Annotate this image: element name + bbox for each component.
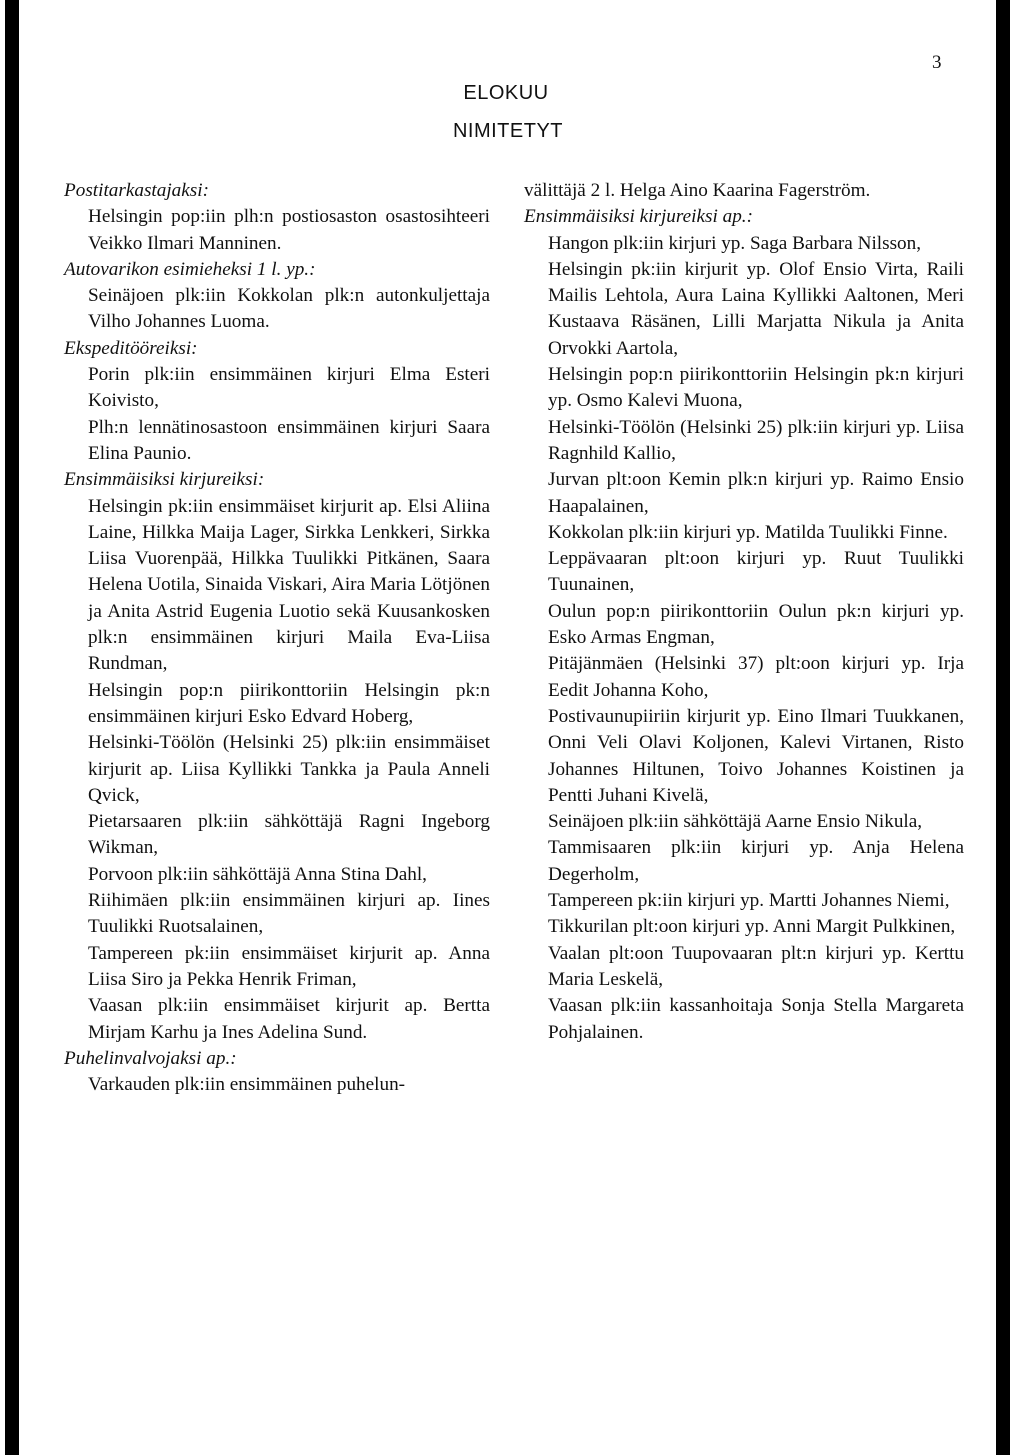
appointment-entry-continued: välittäjä 2 l. Helga Aino Kaarina Fagerström.: [524, 180, 871, 201]
appointment-entry: Porvoon plk:iin sähköttäjä Anna Stina Dahl,: [88, 863, 427, 885]
appointment-entry: Leppävaaran plt:oon kirjuri yp. Ruut Tuulikki Tuunainen,: [548, 548, 964, 596]
appointment-category-heading: Autovarikon esimieheksi 1 l. yp.:: [64, 258, 316, 280]
appointment-entry: Postivaunupiiriin kirjurit yp. Eino Ilmari Tuukkanen, Onni Veli Olavi Koljonen, Kalevi Virtanen, Risto Johannes Hiltunen, Toivo Johannes Koistinen ja Pentti Juhani Kivelä,: [548, 705, 964, 806]
appointment-entry: Jurvan plt:oon Kemin plk:n kirjuri yp. Raimo Ensio Haapalainen,: [548, 469, 964, 517]
appointment-entry: Porin plk:iin ensimmäinen kirjuri Elma Esteri Koivisto,: [88, 364, 490, 412]
appointment-entry: Vaasan plk:iin kassanhoitaja Sonja Stella Margareta Pohjalainen.: [548, 995, 964, 1043]
appointment-entry: Helsingin pop:n piirikonttoriin Helsingin pk:n ensimmäinen kirjuri Esko Edvard Hoberg,: [88, 679, 490, 727]
appointment-entry: Helsingin pk:iin ensimmäiset kirjurit ap. Elsi Aliina Laine, Hilkka Maija Lager, Sirkka Lenkkeri, Sirkka Liisa Vuorenpää, Hilkka Tuulikki Pitkänen, Saara Helena Uotila, Sinaida Viskari, Aira Maria Lötjönen ja Anita Astrid Eugenia Luotio sekä Kuusankosken plk:n ensimmäinen kirjuri Maila Eva-Liisa Rundman,: [88, 495, 490, 675]
appointment-entry: Hangon plk:iin kirjuri yp. Saga Barbara Nilsson,: [548, 232, 922, 254]
scan-edge-right: [996, 0, 1010, 1455]
appointment-entry: Seinäjoen plk:iin Kokkolan plk:n autonkuljettaja Vilho Johannes Luoma.: [88, 285, 490, 333]
appointment-category-heading: Puhelinvalvojaksi ap.:: [64, 1047, 237, 1069]
appointment-entry: Tammisaaren plk:iin kirjuri yp. Anja Helena Degerholm,: [548, 837, 964, 885]
appointment-category-heading: Ensimmäisiksi kirjureiksi ap.:: [524, 206, 753, 228]
scan-edge-left: [5, 0, 19, 1455]
appointment-entry: Riihimäen plk:iin ensimmäinen kirjuri ap. Iines Tuulikki Ruotsalainen,: [88, 890, 490, 938]
appointment-category-heading: Ekspeditööreiksi:: [64, 337, 198, 359]
appointment-entry: Pitäjänmäen (Helsinki 37) plt:oon kirjuri yp. Irja Eedit Johanna Koho,: [548, 653, 964, 701]
page-number: 3: [932, 52, 942, 73]
appointment-entry: Vaasan plk:iin ensimmäiset kirjurit ap. Bertta Mirjam Karhu ja Ines Adelina Sund.: [88, 995, 490, 1043]
appointment-entry: Varkauden plk:iin ensimmäinen puhelun-: [88, 1074, 406, 1096]
appointment-entry: Helsingin pop:iin plh:n postiosaston osastosihteeri Veikko Ilmari Manninen.: [88, 206, 490, 254]
appointment-entry: Tikkurilan plt:oon kirjuri yp. Anni Margit Pulkkinen,: [548, 916, 956, 938]
appointment-entry: Tampereen pk:iin ensimmäiset kirjurit ap. Anna Liisa Siro ja Pekka Henrik Friman,: [88, 942, 490, 990]
appointment-entry: Helsingin pk:iin kirjurit yp. Olof Ensio Virta, Raili Mailis Lehtola, Aura Laina Kyllikki Aaltonen, Meri Kustaava Räsänen, Lilli Marjatta Nikula ja Anita Orvokki Aartola,: [548, 258, 964, 359]
left-column: [64, 178, 490, 1098]
section-title: NIMITETYT: [452, 120, 564, 142]
page-title-month: ELOKUU: [463, 82, 549, 104]
appointment-entry: Oulun pop:n piirikonttoriin Oulun pk:n kirjuri yp. Esko Armas Engman,: [548, 600, 964, 649]
appointment-category-heading: Postitarkastajaksi:: [64, 180, 209, 201]
appointment-entry: Pietarsaaren plk:iin sähköttäjä Ragni Ingeborg Wikman,: [88, 811, 490, 859]
appointment-entry: Tampereen pk:iin kirjuri yp. Martti Johannes Niemi,: [548, 890, 950, 912]
appointment-category-heading: Ensimmäisiksi kirjureiksi:: [64, 469, 265, 491]
appointment-entry: Vaalan plt:oon Tuupovaaran plt:n kirjuri yp. Kerttu Maria Leskelä,: [548, 942, 964, 990]
appointment-entry: Helsinki-Töölön (Helsinki 25) plk:iin kirjuri yp. Liisa Ragnhild Kallio,: [548, 416, 964, 464]
appointment-entry: Seinäjoen plk:iin sähköttäjä Aarne Ensio Nikula,: [548, 811, 923, 833]
appointment-entry: Helsinki-Töölön (Helsinki 25) plk:iin ensimmäiset kirjurit ap. Liisa Kyllikki Tankka ja Paula Anneli Qvick,: [88, 732, 490, 806]
appointment-entry: Kokkolan plk:iin kirjuri yp. Matilda Tuulikki Finne.: [548, 521, 948, 543]
appointment-entry: Plh:n lennätinosastoon ensimmäinen kirjuri Saara Elina Paunio.: [88, 416, 490, 464]
right-column: [524, 178, 964, 1046]
appointment-entry: Helsingin pop:n piirikonttoriin Helsingin pk:n kirjuri yp. Osmo Kalevi Muona,: [548, 364, 964, 412]
